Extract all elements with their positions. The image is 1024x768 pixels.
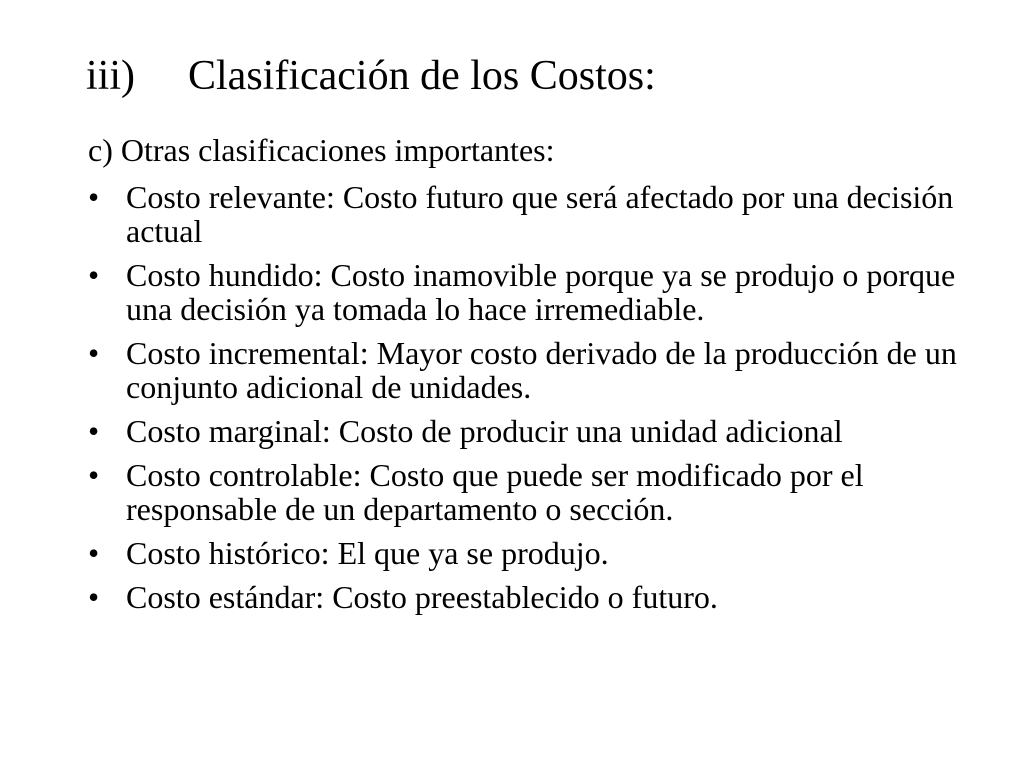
bullet-text: Costo marginal: Costo de producir una unidad adicional <box>126 413 843 449</box>
bullet-text: Costo incremental: Mayor costo derivado de la producción de un conjunto adicional de unidades. <box>126 335 957 405</box>
bullet-text: Costo estándar: Costo preestablecido o futuro. <box>126 579 718 615</box>
slide-title <box>86 50 656 102</box>
bullet-item-hundido <box>88 258 968 326</box>
bullet-dot-icon: • <box>88 335 100 371</box>
bullet-item-historico <box>88 536 968 570</box>
bullet-text: Costo histórico: El que ya se produjo. <box>126 535 609 571</box>
bullet-text: Costo controlable: Costo que puede ser modificado por el responsable de un departamento o sección. <box>126 457 864 527</box>
bullet-dot-icon: • <box>88 413 100 449</box>
title-number: iii) <box>86 53 135 99</box>
title-text: Clasificación de los Costos: <box>188 53 656 99</box>
subtitle: c) Otras clasificaciones importantes: <box>88 132 555 168</box>
bullet-item-controlable <box>88 458 968 526</box>
bullet-dot-icon: • <box>88 579 100 615</box>
bullet-text: Costo relevante: Costo futuro que será afectado por una decisión actual <box>126 179 954 249</box>
bullet-dot-icon: • <box>88 179 100 215</box>
bullet-item-relevante <box>88 180 968 248</box>
bullet-list <box>88 180 968 624</box>
bullet-text: Costo hundido: Costo inamovible porque ya se produjo o porque una decisión ya tomada lo hace irremediable. <box>126 257 956 327</box>
bullet-item-incremental <box>88 336 968 404</box>
bullet-dot-icon: • <box>88 457 100 493</box>
bullet-item-estandar <box>88 580 968 614</box>
bullet-item-marginal <box>88 414 968 448</box>
bullet-dot-icon: • <box>88 257 100 293</box>
bullet-dot-icon: • <box>88 535 100 571</box>
